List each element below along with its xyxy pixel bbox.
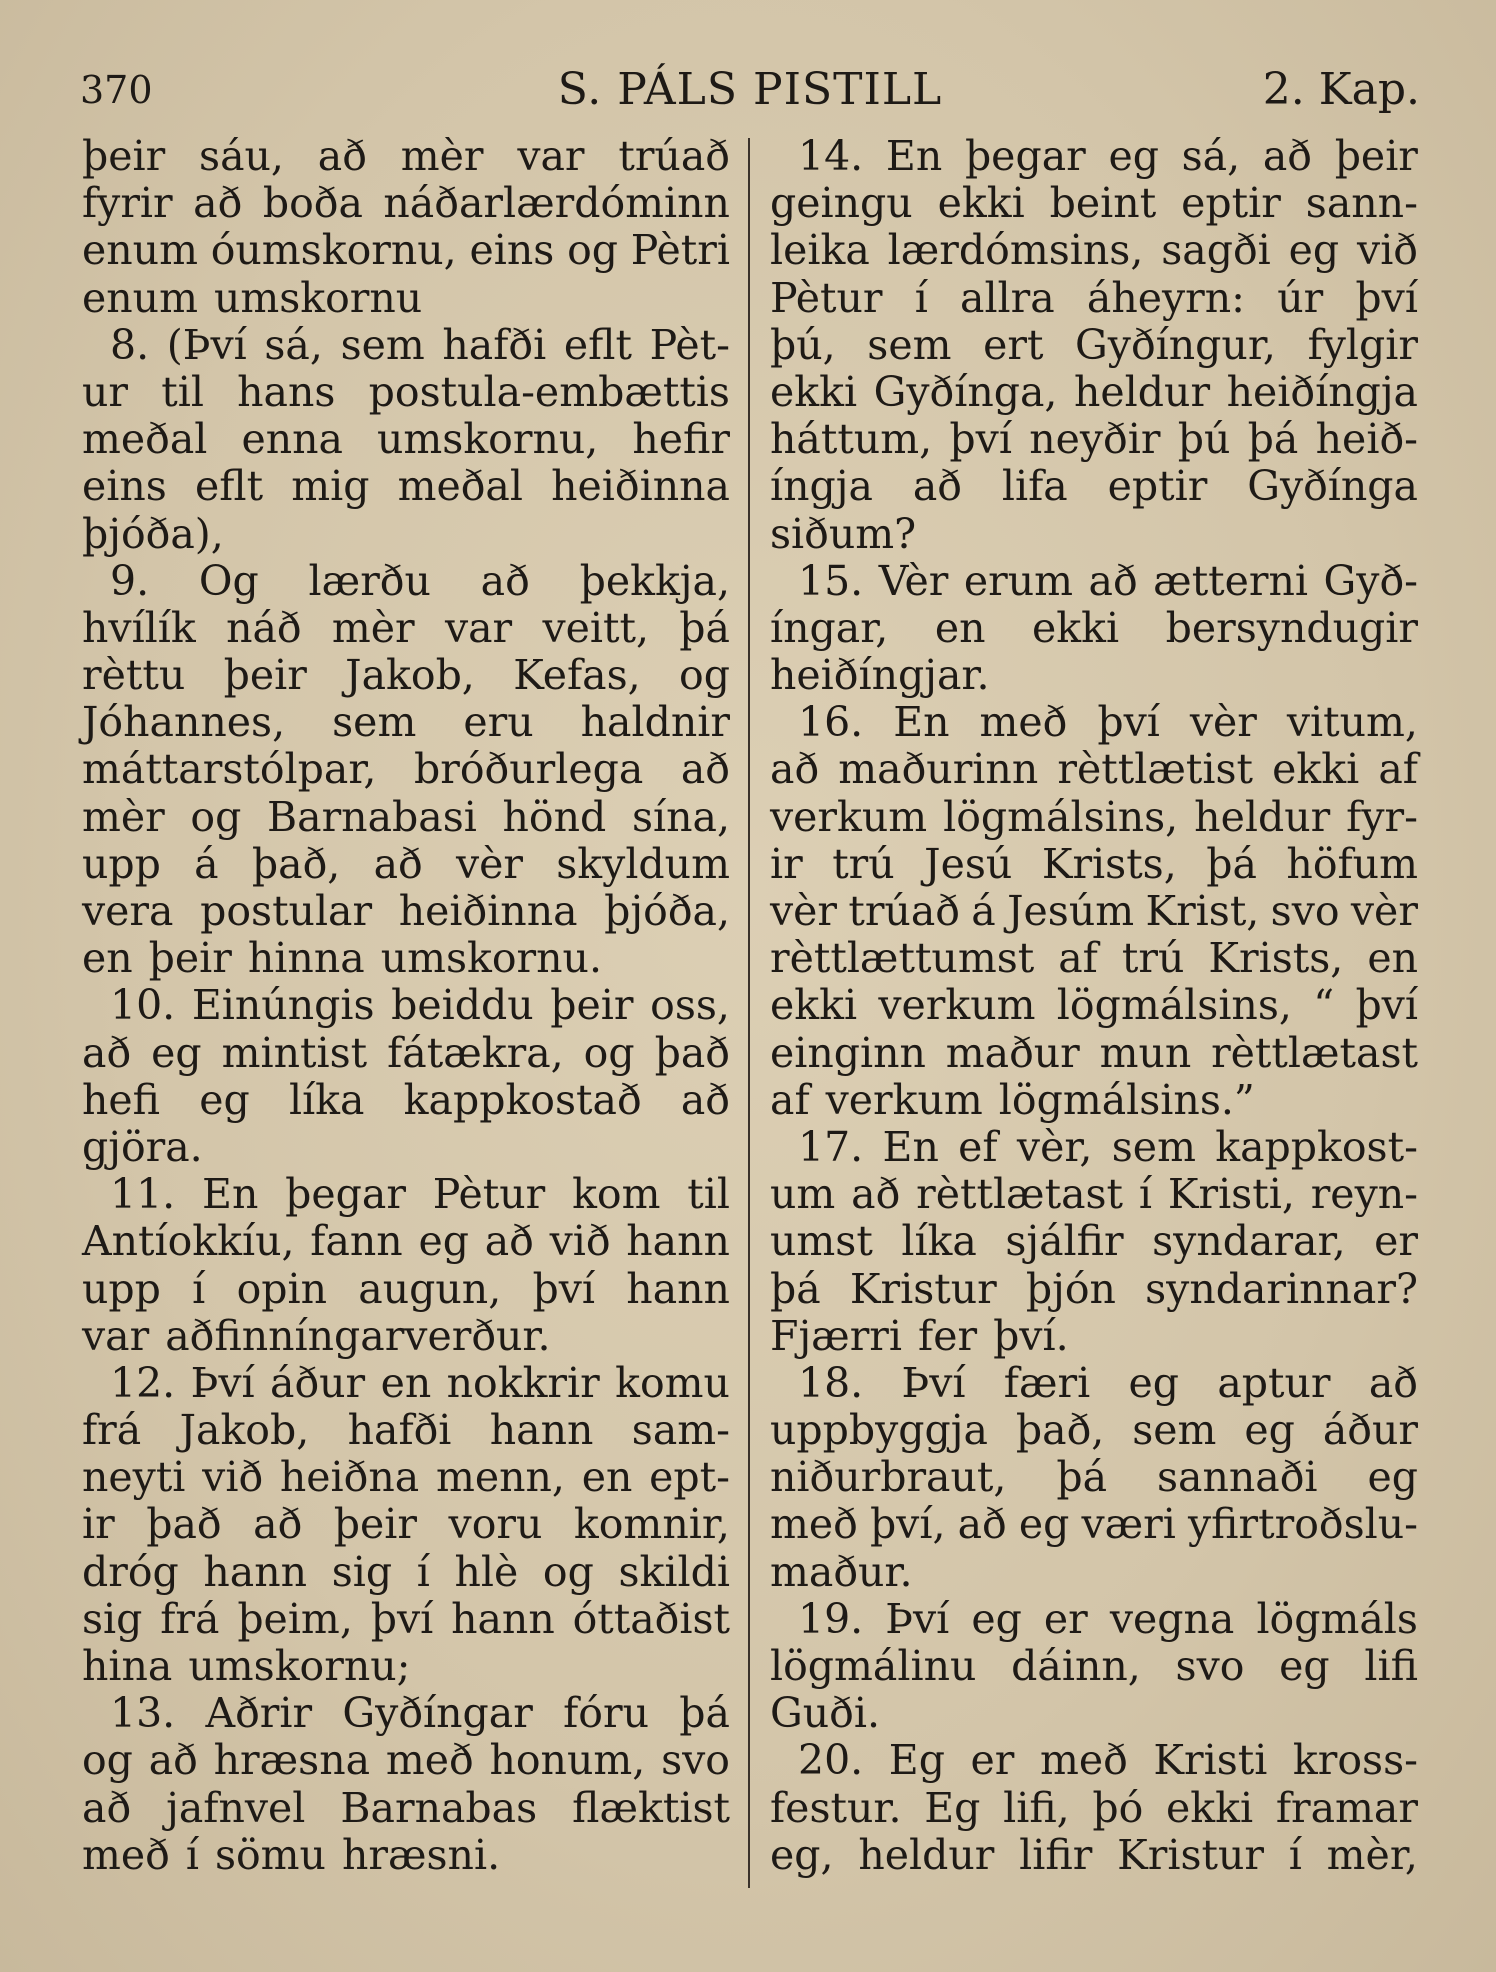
text-line: Guði. (770, 1689, 880, 1738)
text-line: vèr trúað á Jesúm Krist, svo vèr (770, 887, 1418, 935)
text-line: rèttlættumst af trú Krists, en (770, 934, 1418, 983)
text-line: enum umskornu (82, 273, 423, 322)
text-line: 14. En þegar eg sá, að þeir (798, 132, 1418, 180)
text-line: neyti við heiðna menn, en ept- (82, 1453, 730, 1502)
text-line: íngar, en ekki bersyndugir (770, 603, 1418, 652)
text-line: siðum? (770, 509, 917, 558)
text-line: ir það að þeir voru komnir, (82, 1500, 730, 1549)
text-line: niðurbraut, þá sannaði eg (770, 1453, 1418, 1502)
text-line: og að hræsna með honum, svo (82, 1736, 730, 1785)
text-line: þeir sáu, að mèr var trúað (82, 132, 730, 180)
text-line: að eg mintist fátækra, og það (82, 1028, 730, 1077)
text-line: Jóhannes, sem eru haldnir (82, 698, 730, 747)
text-line: sig frá þeim, því hann óttaðist (82, 1594, 730, 1643)
text-line: með í sömu hræsni. (82, 1830, 501, 1879)
text-line: að maðurinn rèttlætist ekki af (770, 745, 1418, 794)
text-line: fyrir að boða náðarlærdóminn (82, 179, 730, 228)
text-line: af verkum lögmálsins.” (770, 1075, 1255, 1124)
text-line: 10. Einúngis beiddu þeir oss, (110, 981, 730, 1030)
text-line: 13. Aðrir Gyðíngar fóru þá (110, 1689, 730, 1738)
text-line: 16. En með því vèr vitum, (798, 698, 1418, 747)
text-line: 20. Eg er með Kristi kross- (798, 1736, 1418, 1785)
text-line: festur. Eg lifi, þó ekki framar (770, 1783, 1418, 1832)
text-line: ekki verkum lögmálsins, “ því (770, 981, 1418, 1030)
text-line: að jafnvel Barnabas flæktist (82, 1783, 730, 1832)
text-line: máttarstólpar, bróðurlega að (82, 745, 730, 794)
text-line: 18. Því færi eg aptur að (798, 1358, 1418, 1407)
text-line: um að rèttlætast í Kristi, reyn- (770, 1170, 1418, 1219)
text-line: gjöra. (82, 1122, 203, 1171)
text-line: ur til hans postula-embættis (82, 367, 730, 416)
text-line: enum óumskornu, eins og Pètri (82, 226, 730, 275)
text-line: dróg hann sig í hlè og skildi (82, 1547, 730, 1596)
text-line: eg, heldur lifir Kristur í mèr, (770, 1830, 1418, 1879)
text-line: þjóða), (82, 509, 224, 558)
text-line: maður. (770, 1547, 913, 1596)
text-line: mèr og Barnabasi hönd sína, (82, 792, 730, 841)
text-line: lögmálinu dáinn, svo eg lifi (770, 1642, 1418, 1690)
text-line: íngja að lifa eptir Gyðínga (770, 462, 1418, 511)
running-title: S. PÁLS PISTILL (557, 64, 943, 115)
left-text-column (82, 133, 730, 1879)
text-line: ir trú Jesú Krists, þá höfum (770, 839, 1418, 888)
text-line: 12. Því áður en nokkrir komu (110, 1358, 730, 1407)
text-line: leika lærdómsins, sagði eg við (770, 226, 1418, 275)
text-line: 9. Og lærðu að þekkja, (110, 556, 730, 605)
text-line: verkum lögmálsins, heldur fyr- (770, 792, 1418, 841)
text-line: Fjærri fer því. (770, 1311, 1069, 1360)
text-line: þá Kristur þjón syndarinnar? (770, 1264, 1418, 1313)
text-line: með því, að eg væri yfirtroðslu- (770, 1500, 1418, 1549)
text-line: var aðfinníngarverður. (82, 1311, 551, 1360)
text-line: umst líka sjálfir syndarar, er (770, 1217, 1418, 1266)
text-line: hina umskornu; (82, 1642, 411, 1690)
text-line: eins eflt mig meðal heiðinna (82, 462, 730, 511)
text-line: hvílík náð mèr var veitt, þá (82, 603, 730, 652)
text-line: frá Jakob, hafði hann sam- (82, 1406, 730, 1455)
column-divider (748, 138, 750, 1888)
text-line: 8. (Því sá, sem hafði eflt Pèt- (110, 320, 730, 369)
text-line: Pètur í allra áheyrn: úr því (770, 273, 1418, 322)
text-line: ekki Gyðínga, heldur heiðíngja (770, 367, 1418, 416)
page-header (80, 62, 1420, 118)
text-line: hefi eg líka kappkostað að (82, 1075, 730, 1124)
text-line: en þeir hinna umskornu. (82, 934, 602, 983)
text-line: háttum, því neyðir þú þá heið- (770, 415, 1418, 464)
text-line: uppbyggja það, sem eg áður (770, 1406, 1418, 1455)
text-line: Antíokkíu, fann eg að við hann (82, 1217, 730, 1266)
text-line: rèttu þeir Jakob, Kefas, og (82, 651, 730, 700)
text-line: meðal enna umskornu, hefir (82, 415, 730, 464)
text-line: einginn maður mun rèttlætast (770, 1028, 1418, 1077)
right-text-column (770, 133, 1418, 1879)
text-line: 19. Því eg er vegna lögmáls (798, 1594, 1418, 1643)
text-line: heiðíngjar. (770, 651, 990, 700)
chapter-label: 2. Kap. (1262, 64, 1420, 115)
text-line: þú, sem ert Gyðíngur, fylgir (770, 320, 1418, 369)
text-line: geingu ekki beint eptir sann- (770, 179, 1418, 228)
text-line: upp á það, að vèr skyldum (82, 839, 730, 888)
text-line: vera postular heiðinna þjóða, (82, 887, 730, 935)
page-number: 370 (80, 68, 153, 112)
text-line: 17. En ef vèr, sem kappkost- (798, 1122, 1418, 1171)
text-line: upp í opin augun, því hann (82, 1264, 730, 1313)
text-line: 11. En þegar Pètur kom til (110, 1170, 730, 1219)
text-line: 15. Vèr erum að ætterni Gyð- (798, 556, 1418, 605)
